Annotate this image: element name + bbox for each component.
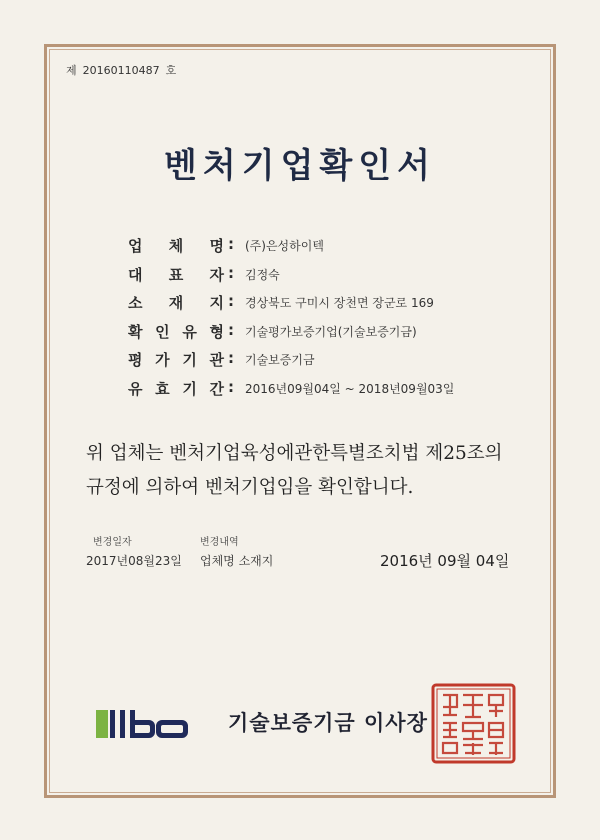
info-field-label: 소 재 지 bbox=[128, 294, 224, 312]
info-field-label: 대 표 자 bbox=[128, 265, 224, 284]
info-field-row bbox=[128, 321, 528, 350]
info-field-row bbox=[128, 378, 528, 407]
info-field-colon: : bbox=[228, 377, 234, 396]
info-field-label: 확 인 유 형 bbox=[128, 322, 224, 341]
official-seal-icon bbox=[431, 683, 516, 764]
change-date-label: 변경일자 bbox=[93, 537, 132, 548]
info-field-colon: : bbox=[228, 320, 234, 339]
info-field-label: 유 효 기 간 bbox=[128, 379, 224, 398]
change-date-value: 2017년08월23일 bbox=[86, 554, 182, 568]
info-field-value: 김정숙 bbox=[245, 267, 280, 282]
info-fields bbox=[128, 235, 528, 406]
info-field-value: 기술보증기금 bbox=[245, 353, 315, 367]
info-field-value: 기술평가보증기업(기술보증기금) bbox=[245, 324, 417, 339]
info-field-label: 평 가 기 관 bbox=[128, 351, 224, 369]
info-field-row bbox=[128, 292, 528, 321]
certificate-number-suffix: 호 bbox=[165, 64, 177, 77]
info-field-row bbox=[128, 349, 528, 378]
issue-date: 2016년 09월 04일 bbox=[380, 552, 510, 570]
certificate-number bbox=[66, 62, 176, 78]
info-field-colon: : bbox=[228, 292, 234, 310]
certificate-number-prefix: 제 bbox=[66, 64, 77, 77]
info-field-value: (주)은성하이텍 bbox=[245, 239, 324, 253]
issuer-name: 기술보증기금 이사장 bbox=[228, 711, 428, 735]
info-field-colon: : bbox=[228, 263, 234, 282]
change-desc-label: 변경내역 bbox=[200, 537, 239, 548]
info-field-value: 경상북도 구미시 장천면 장군로 169 bbox=[245, 296, 434, 310]
statement-line-1: 위 업체는 벤처기업육성에관한특별조치법 제25조의 bbox=[86, 443, 503, 464]
info-field-row bbox=[128, 235, 528, 264]
info-field-label: 업 체 명 bbox=[128, 237, 224, 255]
confirmation-statement bbox=[86, 437, 546, 505]
info-field-value: 2016년09월04일 ~ 2018년09월03일 bbox=[245, 381, 455, 396]
statement-line-2: 규정에 의하여 벤처기업임을 확인합니다. bbox=[86, 477, 414, 498]
change-desc-value: 업체명 소재지 bbox=[200, 554, 274, 568]
info-field-row bbox=[128, 264, 528, 293]
info-field-colon: : bbox=[228, 349, 234, 367]
info-field-colon: : bbox=[228, 235, 234, 253]
kibo-logo-icon bbox=[96, 707, 216, 741]
certificate-number-value: 20160110487 bbox=[82, 64, 160, 77]
page-title: 벤처기업확인서 bbox=[164, 146, 436, 186]
